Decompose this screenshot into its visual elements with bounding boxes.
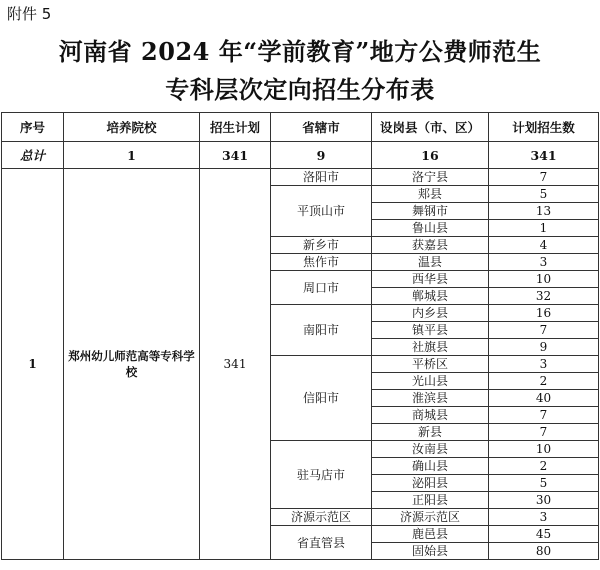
total-row xyxy=(2,142,599,169)
county-cell: 洛宁县 xyxy=(372,169,489,186)
count-cell: 7 xyxy=(489,169,599,186)
count-cell: 3 xyxy=(489,356,599,373)
count-cell: 4 xyxy=(489,237,599,254)
school-cell: 郑州幼儿师范高等专科学校 xyxy=(64,169,200,560)
county-cell: 郸城县 xyxy=(372,288,489,305)
count-cell: 3 xyxy=(489,254,599,271)
city-cell: 平顶山市 xyxy=(271,186,372,237)
distribution-table xyxy=(1,112,599,560)
table-header-row xyxy=(2,113,599,142)
count-cell: 5 xyxy=(489,475,599,492)
count-cell: 7 xyxy=(489,424,599,441)
header-plan: 招生计划 xyxy=(200,113,271,142)
header-city: 省辖市 xyxy=(271,113,372,142)
header-school: 培养院校 xyxy=(64,113,200,142)
page-title-line-2: 专科层次定向招生分布表 xyxy=(165,75,435,104)
header-count: 计划招生数 xyxy=(489,113,599,142)
city-cell: 济源示范区 xyxy=(271,509,372,526)
county-cell: 汝南县 xyxy=(372,441,489,458)
city-cell: 洛阳市 xyxy=(271,169,372,186)
total-cities: 9 xyxy=(271,142,372,169)
city-cell: 信阳市 xyxy=(271,356,372,441)
total-count: 341 xyxy=(489,142,599,169)
count-cell: 10 xyxy=(489,441,599,458)
serial-cell: 1 xyxy=(2,169,64,560)
count-cell: 30 xyxy=(489,492,599,509)
count-cell: 10 xyxy=(489,271,599,288)
county-cell: 济源示范区 xyxy=(372,509,489,526)
total-counties: 16 xyxy=(372,142,489,169)
count-cell: 32 xyxy=(489,288,599,305)
count-cell: 7 xyxy=(489,407,599,424)
city-cell: 周口市 xyxy=(271,271,372,305)
count-cell: 16 xyxy=(489,305,599,322)
county-cell: 社旗县 xyxy=(372,339,489,356)
city-cell: 驻马店市 xyxy=(271,441,372,509)
city-cell: 新乡市 xyxy=(271,237,372,254)
page-title-line-1: 河南省 2024 年“学前教育”地方公费师范生 xyxy=(58,37,542,66)
count-cell: 1 xyxy=(489,220,599,237)
attachment-label: 附件 5 xyxy=(7,5,52,23)
count-cell: 13 xyxy=(489,203,599,220)
city-cell: 南阳市 xyxy=(271,305,372,356)
header-county: 设岗县（市、区） xyxy=(372,113,489,142)
county-cell: 舞钢市 xyxy=(372,203,489,220)
plan-cell: 341 xyxy=(200,169,271,560)
county-cell: 西华县 xyxy=(372,271,489,288)
county-cell: 平桥区 xyxy=(372,356,489,373)
count-cell: 9 xyxy=(489,339,599,356)
county-cell: 新县 xyxy=(372,424,489,441)
county-cell: 淮滨县 xyxy=(372,390,489,407)
county-cell: 获嘉县 xyxy=(372,237,489,254)
county-cell: 鹿邑县 xyxy=(372,526,489,543)
detail-rows xyxy=(2,169,599,560)
total-schools: 1 xyxy=(64,142,200,169)
count-cell: 2 xyxy=(489,373,599,390)
county-cell: 泌阳县 xyxy=(372,475,489,492)
count-cell: 5 xyxy=(489,186,599,203)
total-plan: 341 xyxy=(200,142,271,169)
county-cell: 固始县 xyxy=(372,543,489,560)
count-cell: 2 xyxy=(489,458,599,475)
count-cell: 80 xyxy=(489,543,599,560)
county-cell: 镇平县 xyxy=(372,322,489,339)
count-cell: 45 xyxy=(489,526,599,543)
city-cell: 省直管县 xyxy=(271,526,372,560)
table-row xyxy=(2,169,599,186)
county-cell: 商城县 xyxy=(372,407,489,424)
county-cell: 确山县 xyxy=(372,458,489,475)
county-cell: 内乡县 xyxy=(372,305,489,322)
county-cell: 正阳县 xyxy=(372,492,489,509)
header-serial: 序号 xyxy=(2,113,64,142)
county-cell: 温县 xyxy=(372,254,489,271)
county-cell: 鲁山县 xyxy=(372,220,489,237)
count-cell: 3 xyxy=(489,509,599,526)
total-label: 总计 xyxy=(2,142,64,169)
count-cell: 7 xyxy=(489,322,599,339)
count-cell: 40 xyxy=(489,390,599,407)
county-cell: 郏县 xyxy=(372,186,489,203)
city-cell: 焦作市 xyxy=(271,254,372,271)
county-cell: 光山县 xyxy=(372,373,489,390)
